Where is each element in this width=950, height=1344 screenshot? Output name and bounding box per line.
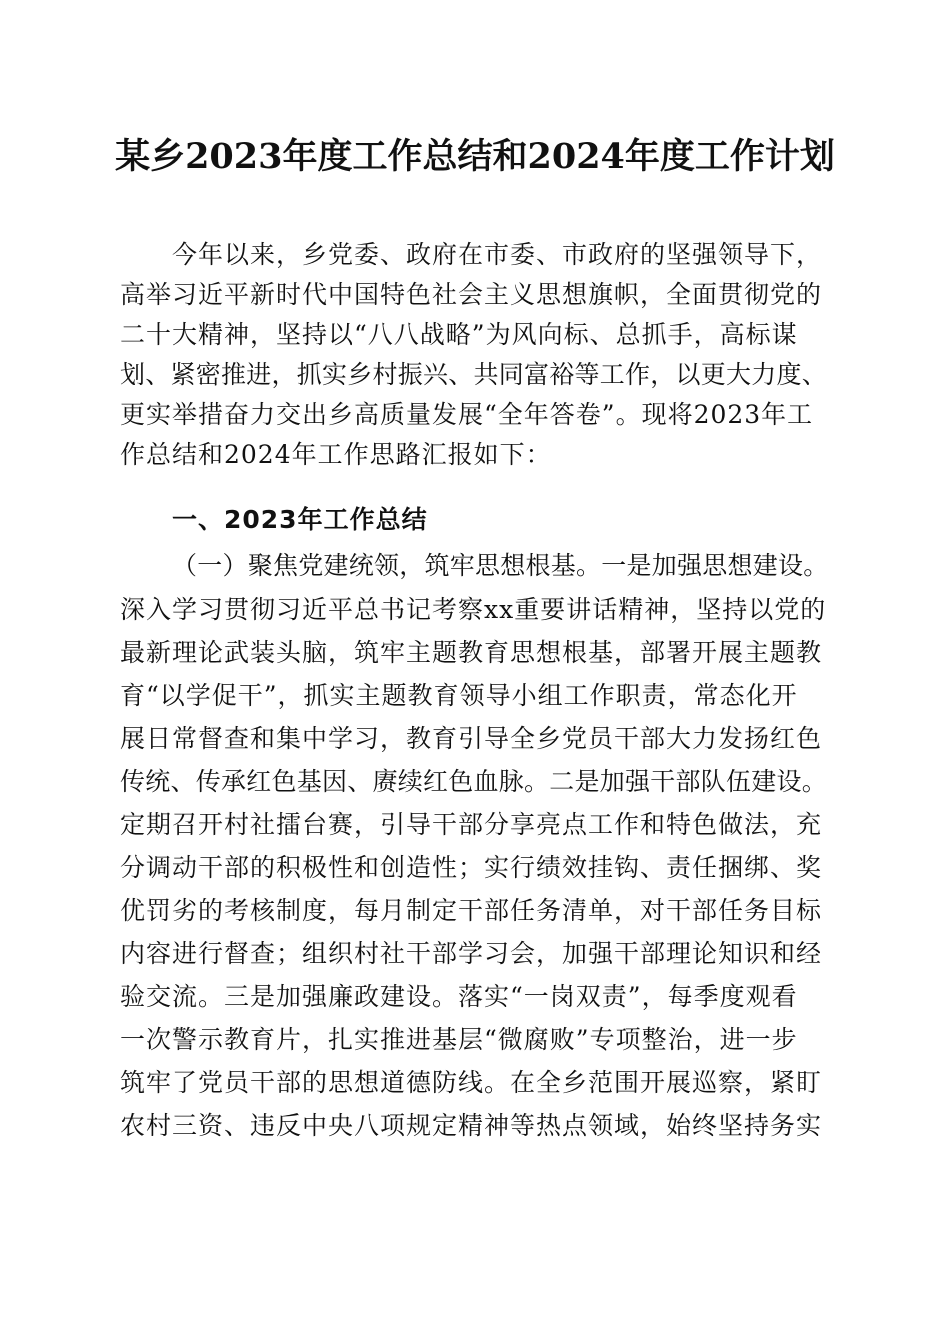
body-line-5: 展日常督查和集中学习，教育引导全乡党员干部大力发扬红色 xyxy=(120,724,823,753)
body-line-13: 筑牢了党员干部的思想道德防线。在全乡范围开展巡察，紧盯 xyxy=(120,1068,823,1097)
intro-line-3: 二十大精神，坚持以“八八战略”为风向标、总抓手，高标谋 xyxy=(120,320,798,349)
intro-line-1: 今年以来，乡党委、政府在市委、市政府的坚强领导下， xyxy=(172,240,823,269)
body-line-9: 优罚劣的考核制度，每月制定干部任务清单，对干部任务目标 xyxy=(120,896,823,925)
intro-line-5: 更实举措奋力交出乡高质量发展“全年答卷”。现将2023年工 xyxy=(120,400,814,429)
document-title: 某乡2023年度工作总结和2024年度工作计划 xyxy=(115,136,835,177)
body-line-11: 验交流。三是加强廉政建设。落实“一岗双责”，每季度观看 xyxy=(120,982,798,1011)
body-line-1: （一）聚焦党建统领，筑牢思想根基。一是加强思想建设。 xyxy=(172,551,829,580)
body-line-2: 深入学习贯彻习近平总书记考察xx重要讲话精神，坚持以党的 xyxy=(120,595,827,624)
body-line-12: 一次警示教育片，扎实推进基层“微腐败”专项整治，进一步 xyxy=(120,1025,798,1054)
intro-line-6: 作总结和2024年工作思路汇报如下： xyxy=(120,440,552,469)
intro-line-2: 高举习近平新时代中国特色社会主义思想旗帜，全面贯彻党的 xyxy=(120,280,823,309)
body-line-10: 内容进行督查；组织村社干部学习会，加强干部理论知识和经 xyxy=(120,939,823,968)
body-line-4: 育“以学促干”，抓实主题教育领导小组工作职责，常态化开 xyxy=(120,681,798,710)
body-line-7: 定期召开村社擂台赛，引导干部分享亮点工作和特色做法，充 xyxy=(120,810,823,839)
body-line-14: 农村三资、违反中央八项规定精神等热点领域，始终坚持务实 xyxy=(120,1111,823,1140)
body-line-3: 最新理论武装头脑，筑牢主题教育思想根基，部署开展主题教 xyxy=(120,638,823,667)
body-line-6: 传统、传承红色基因、赓续红色血脉。二是加强干部队伍建设。 xyxy=(120,767,828,796)
section-heading: 一、2023年工作总结 xyxy=(172,505,428,534)
body-line-8: 分调动干部的积极性和创造性；实行绩效挂钩、责任捆绑、奖 xyxy=(120,853,823,882)
intro-line-4: 划、紧密推进，抓实乡村振兴、共同富裕等工作，以更大力度、 xyxy=(120,360,828,389)
